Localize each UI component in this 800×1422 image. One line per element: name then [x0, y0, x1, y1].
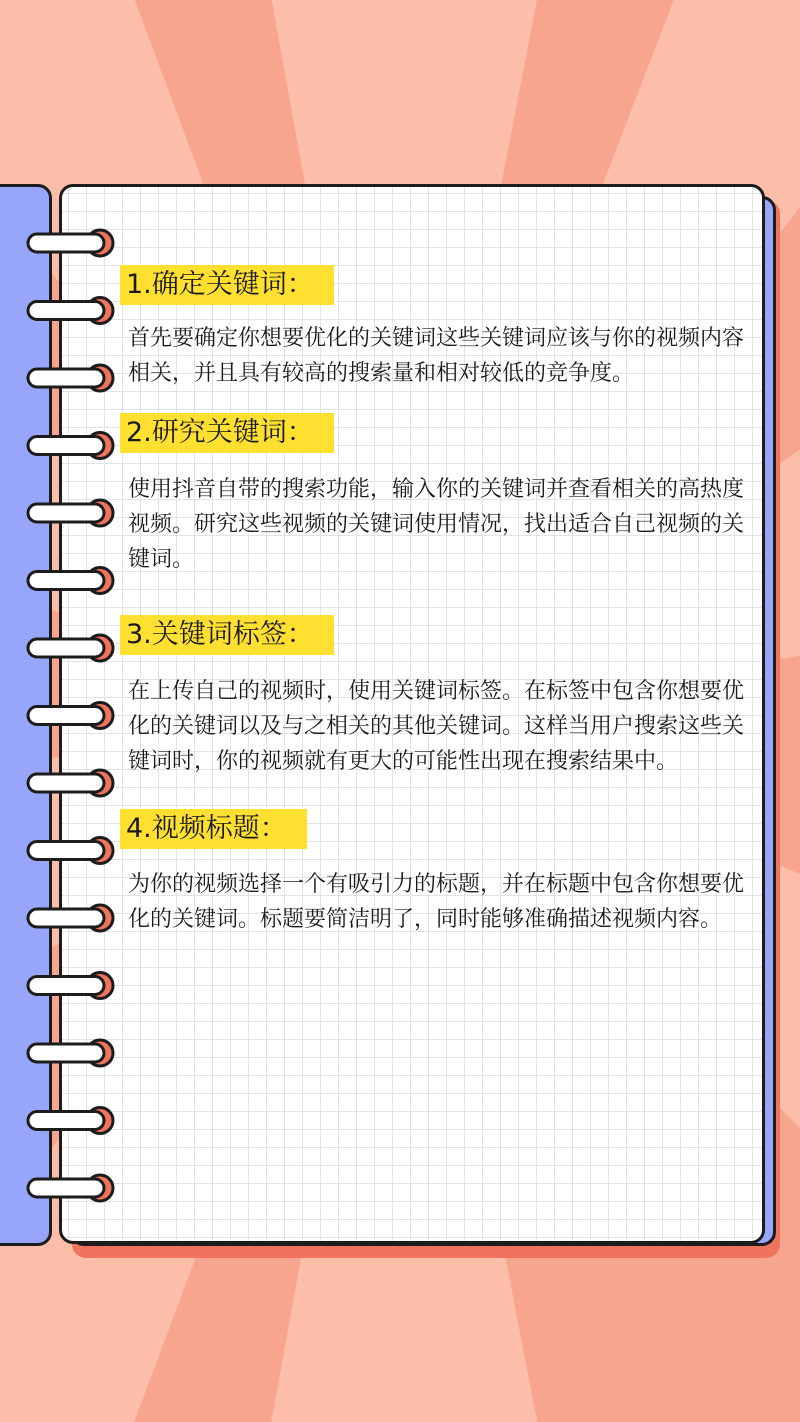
section-4 — [120, 809, 750, 937]
section-body: 在上传自己的视频时，使用关键词标签。在标签中包含你想要优化的关键词以及与之相关的其他关键词。这样当用户搜索这些关键词时，你的视频就有更大的可能性出现在搜索结果中。 — [128, 679, 745, 774]
notebook-back-cover — [0, 184, 52, 1246]
notebook-content — [120, 262, 750, 937]
section-body: 为你的视频选择一个有吸引力的标题，并在标题中包含你想要优化的关键词。标题要简洁明了，同时能够准确描述视频内容。 — [128, 872, 745, 932]
section-heading: 1.确定关键词： — [120, 265, 334, 305]
section-body: 首先要确定你想要优化的关键词这些关键词应该与你的视频内容相关，并且具有较高的搜索量和相对较低的竞争度。 — [128, 326, 745, 386]
section-3 — [120, 615, 750, 779]
section-1 — [120, 262, 750, 391]
section-body: 使用抖音自带的搜索功能，输入你的关键词并查看相关的高热度视频。研究这些视频的关键词使用情况，找出适合自己视频的关键词。 — [128, 477, 745, 572]
section-heading: 3.关键词标签： — [120, 615, 334, 655]
section-heading: 2.研究关键词： — [120, 413, 334, 453]
section-2 — [120, 413, 750, 577]
section-heading: 4.视频标题： — [120, 809, 307, 849]
